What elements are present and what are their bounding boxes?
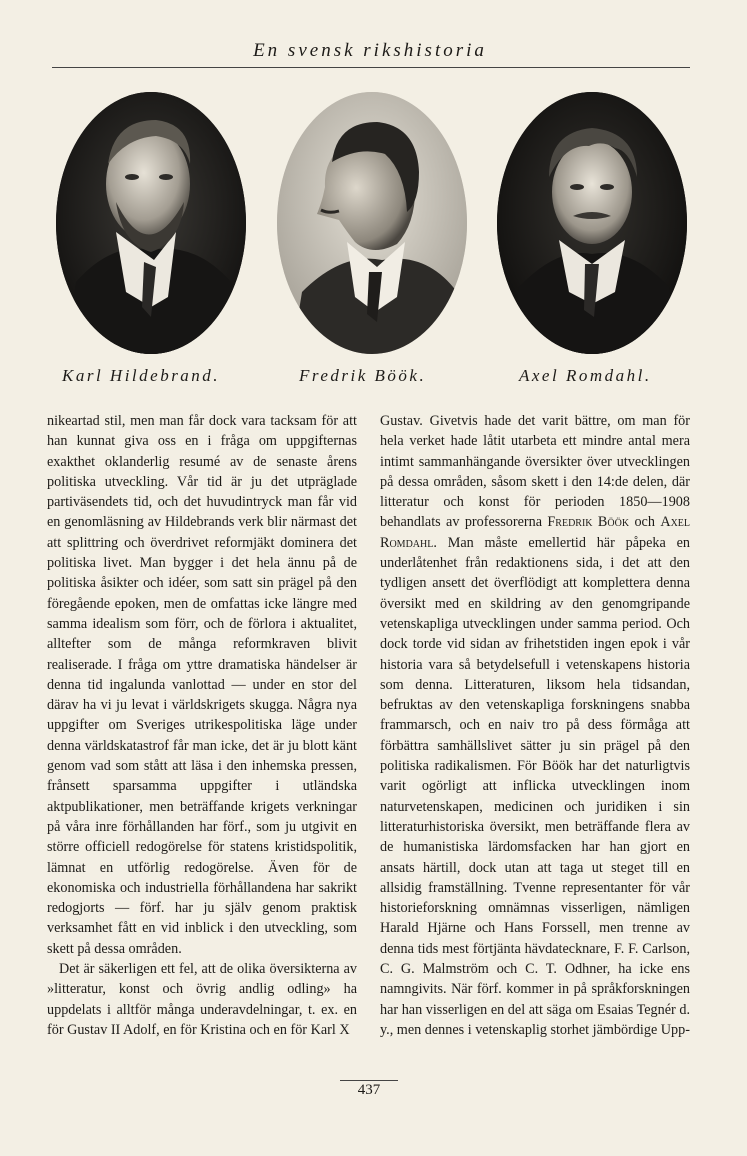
person-name: Axel Romdahl [380, 514, 691, 551]
portrait-photo [277, 92, 467, 354]
text-run: . Man måste emellertid här påpeka en underlåtenhet från redaktionens sida, i det att den tydligen ansett det överflödigt att komplettera denna översikt med en skildring av den genomgripande vetenskapliga utvecklingen under samma period. Och dock torde vid sidan av frihetstiden ingen epok i vår historia vara så betydelsefull i vetenskapens historia som denna. Litteraturen, liksom hela tidsandan, befruktas av den vetenskapliga forskningens snabba frammarsch, och en naiv tro på dess förmåga att förbättra samhällslivet sätter ju sin prägel på den politiska radikalismen. För Böök har det naturligtvis varit ogörligt att inflicka utvecklingen inom naturvetenskapen, medicinen och juridiken i sin litteraturhistoriska översikt, men beträffande flera av de humanistiska lärdomsfacken har han gjort en ansats härtill, dock utan att taga ut steget till en allsidig framställning. Tvenne representanter för vår historieforskning omnämnas visserligen, nämligen Harald Hjärne och Hans Forssell, men trenne av denna tids mest förtjänta hävdatecknare, F. F. Carlson, C. G. Malmström och C. T. Odhner, ha icke ens namngivits. När förf. kommer in på språkforskningen har han visserligen en del att säga om Esaias Tegnér d. y., men dennes i vetenskaplig storhet jämbördige Upp- [380, 534, 690, 1038]
portrait-fredrik-book [277, 92, 467, 354]
caption-fredrik-book: Fredrik Böök. [299, 366, 427, 385]
caption-axel-romdahl: Axel Romdahl. [519, 366, 652, 385]
portrait-photo [497, 92, 687, 354]
paragraph: nikeartad stil, men man får dock vara tacksam för att han kunnat giva oss en i fråga om uppgifternas exakthet oklanderlig resumé av de senaste årens politiska utveckling. Vår tid är ju det utpräglade partiväsendets tid, och det huvudintryck man får vid en genomläsning av Hildebrands verk blir närmast det att splittring och överdrivet reformjäkt dominera det politiska livet. Man bygger i det hela ännu på de politiska åsikter och idéer, som satt sin prägel på den föregående epoken, men de omfattas icke längre med samma idealism som förr, och de förlora i aktualitet, alltefter som de många reformkraven blivit realiserade. I fråga om yttre dramatiska händelser är denna tid ingalunda vanlottad — under en stor del därav ha vi ju levat i världskrigets skugga. Några nya uppgifter om Sveriges utrikespolitiska läge under denna världskatastrof får man icke, det är ju blott känt genom vad som stått att läsa i den inhemska pressen, frånsett sparsamma uppgifter i utländska aktpublikationer, men beträffande krigets verkningar på våra inre förhållanden har förf., som ju utgivit en större officiell redogörelse för statens kristidspolitik, lämnat en utförlig redogörelse. Även för de ekonomiska och industriella förhållandena har sakrikt redogjorts — förf. har ju själv genom praktisk verksamhet fått en vid inblick i den utveckling, som skett på dessa områden. [47, 413, 357, 957]
page-number: 437 [357, 1082, 381, 1098]
portrait-photo [56, 92, 246, 354]
text-run: och [634, 514, 655, 531]
right-column [380, 411, 690, 1040]
portrait-axel-romdahl [497, 92, 687, 354]
running-header: En svensk rikshistoria [253, 40, 487, 61]
caption-karl-hildebrand: Karl Hildebrand. [62, 366, 221, 385]
portrait-karl-hildebrand [56, 92, 246, 354]
person-name: Fredrik Böök [547, 514, 630, 531]
paragraph [380, 411, 690, 1040]
text-run: Gustav. Givetvis hade det varit bättre, om man för hela verket hade låtit utarbeta ett mindre antal mera intimt sammanhängande översikter över utvecklingen på dessa områden, såsom skett i den 14:de delen, där litteratur och konst för perioden 1850—1908 behandlats av professorerna [380, 413, 690, 531]
paragraph: Det är säkerligen ett fel, att de olika översikterna av »litteratur, konst och övrig andlig odling» ha uppdelats i alltför många underavdelningar, t. ex. en för Gustav II Adolf, en för Kristina och en för Karl X [47, 961, 357, 1038]
header-rule [52, 67, 690, 68]
left-column [47, 411, 357, 1040]
footer-rule [340, 1080, 398, 1081]
